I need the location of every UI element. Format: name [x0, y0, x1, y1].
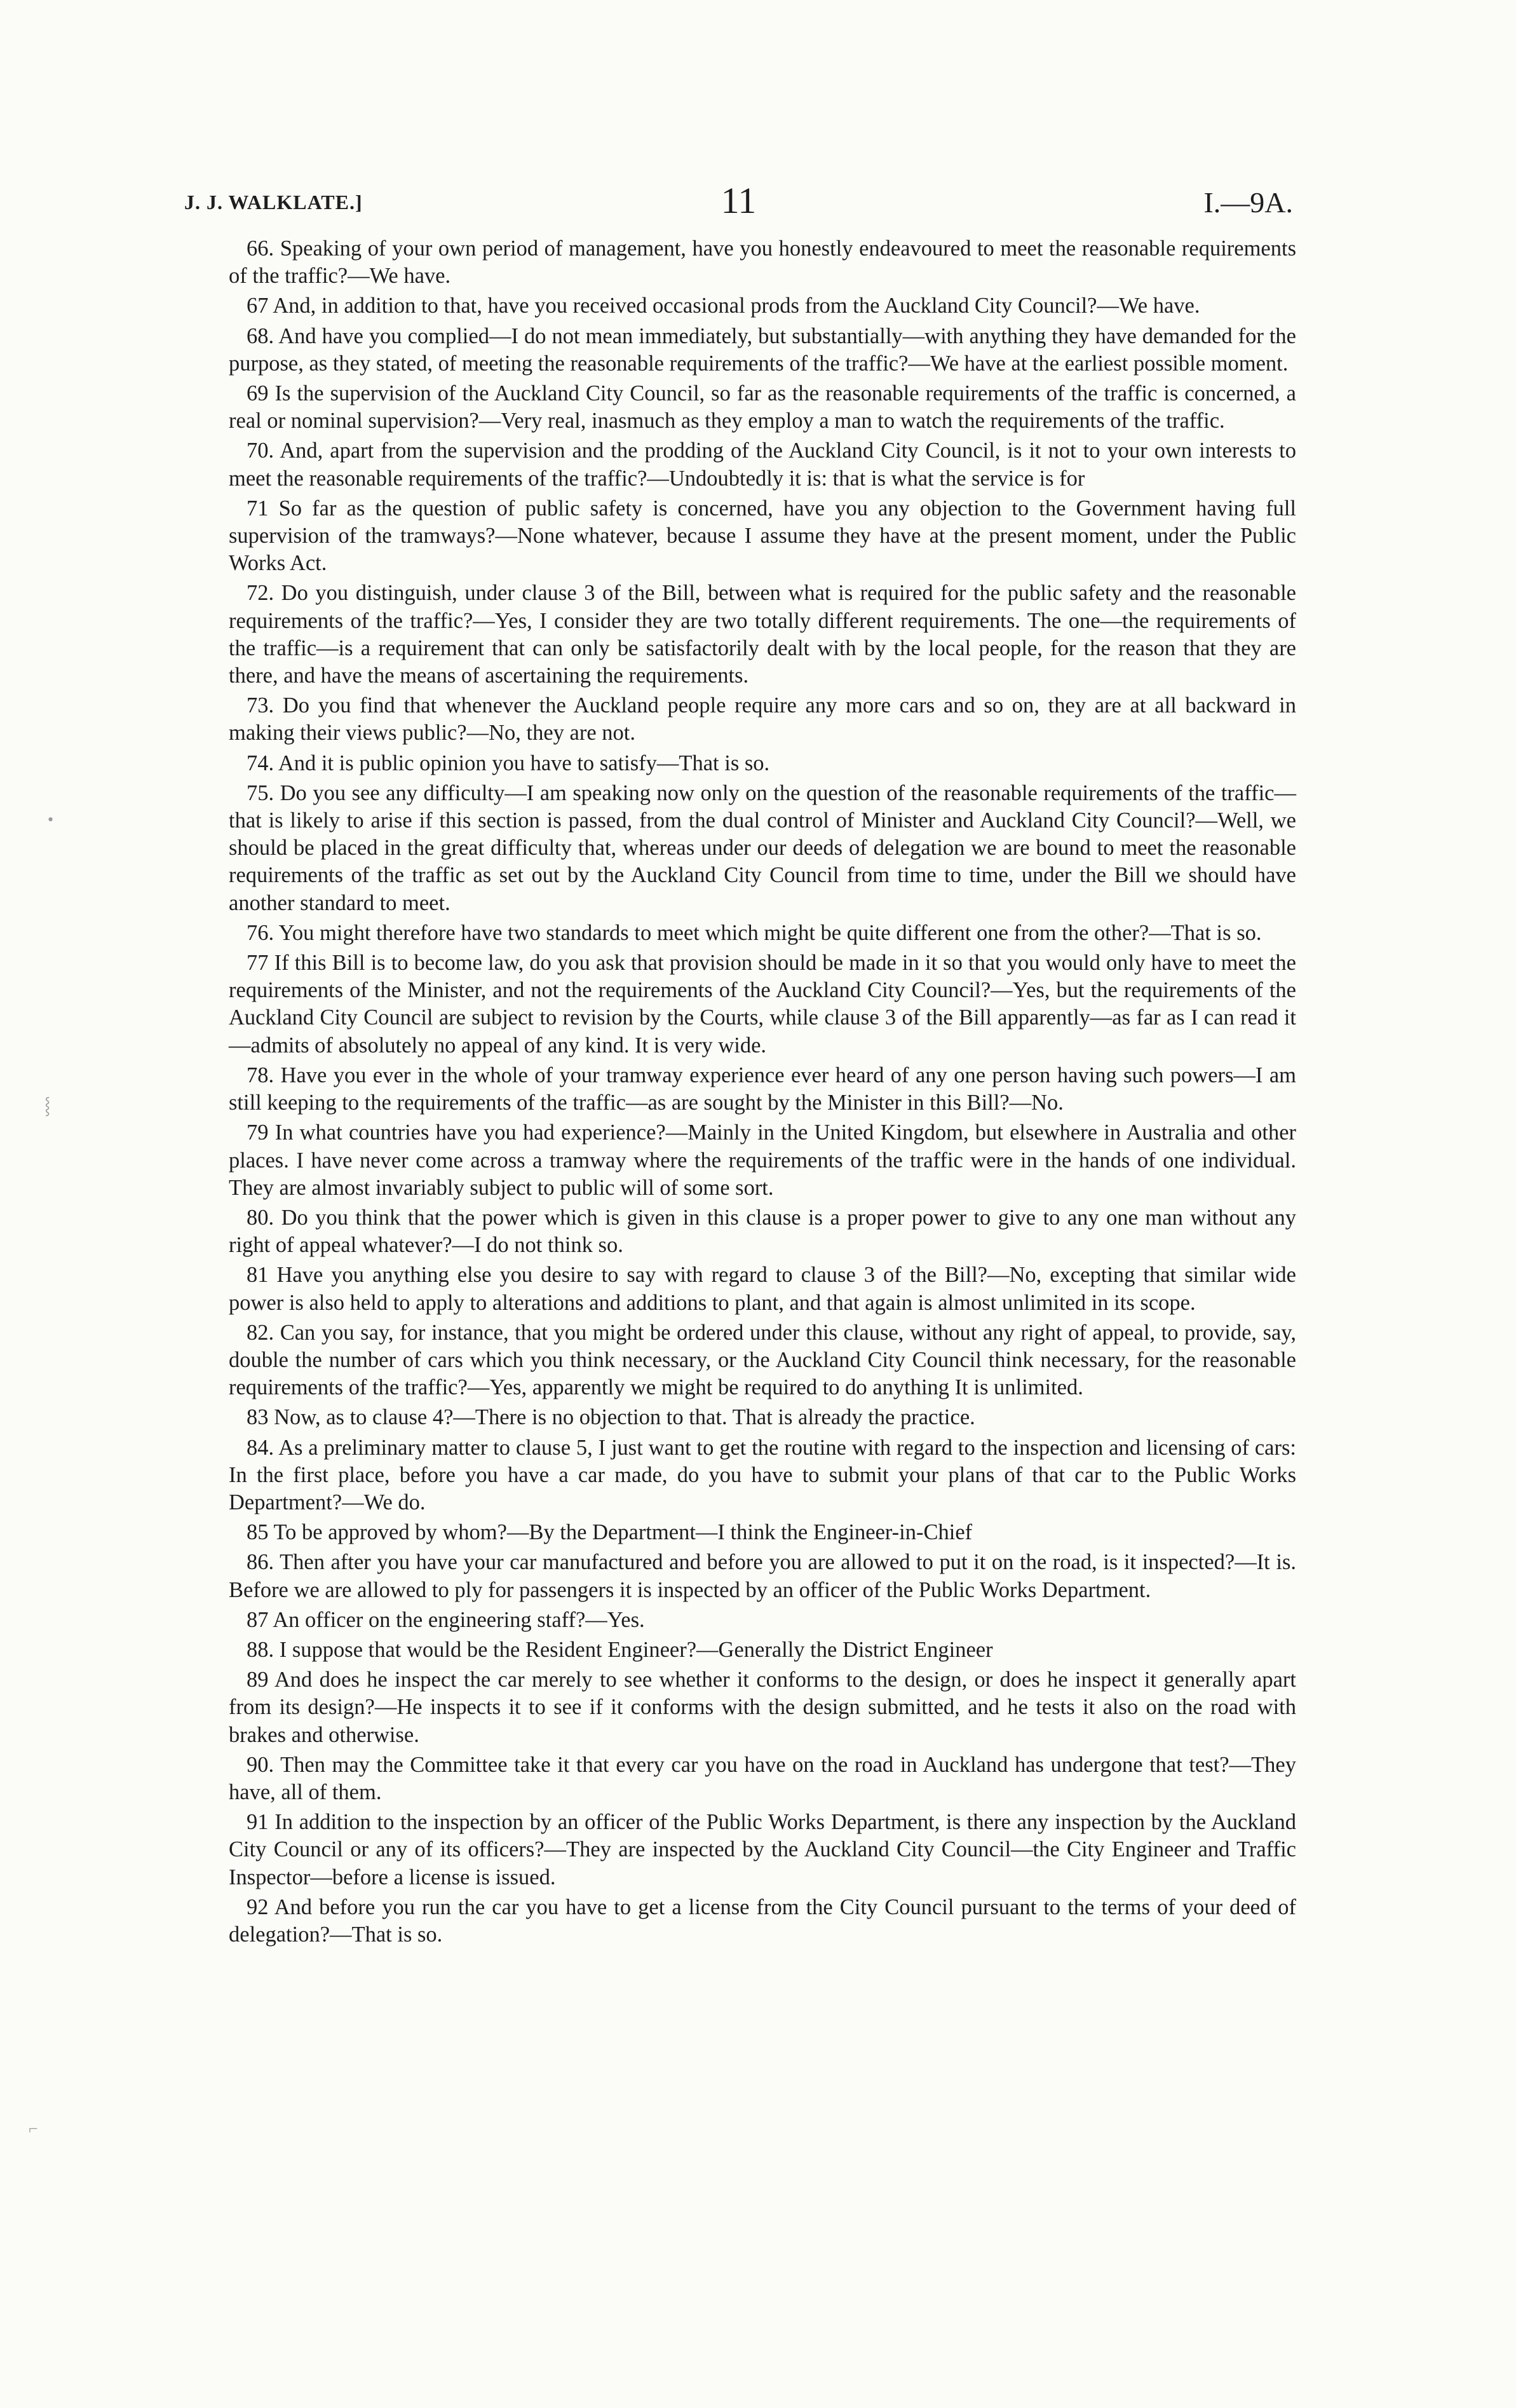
question-paragraph: 91 In addition to the inspection by an officer of the Public Works Department, is there any inspection by the Auckland City Council or any of its officers?—They are inspected by the Auckland City Council—the City Engineer and Traffic Inspector—before a license is issued.: [229, 1810, 1296, 1889]
question-paragraph: 92 And before you run the car you have to get a license from the City Council pursuant to the terms of your deed of delegation?—That is so.: [229, 1894, 1296, 1947]
question-paragraph: 87 An officer on the engineering staff?—Yes.: [247, 1607, 645, 1632]
question-paragraph: 77 If this Bill is to become law, do you ask that provision should be made in it so that you would only have to meet the requirements of the Minister, and not the requirements of the Auckland City Council?—Yes, but the requirements of the Auckland City Council are subject to revision by the Courts, while clause 3 of the Bill apparently—as far as I can read it—admits of absolutely no appeal of any kind. It is very wide.: [229, 951, 1296, 1058]
witness-name: J. J. WALKLATE.]: [184, 191, 363, 214]
question-paragraph: 89 And does he inspect the car merely to see whether it conforms to the design, or does he inspect it generally apart from its design?—He inspects it to see if it conforms with the design submitted, and he tests it also on the road with brakes and otherwise.: [229, 1668, 1296, 1747]
question-paragraph: 74. And it is public opinion you have to satisfy—That is so.: [247, 751, 770, 775]
question-paragraph: 70. And, apart from the supervision and the prodding of the Auckland City Council, is it not to your own interests to meet the reasonable requirements of the traffic?—Undoubtedly it is: that is what the service is for: [229, 439, 1296, 491]
question-paragraph: 90. Then may the Committee take it that every car you have on the road in Auckland has undergone that test?—They have, all of them.: [229, 1752, 1296, 1804]
margin-mark: ⸾: [44, 1096, 51, 1115]
document-reference: I.—9A.: [1203, 186, 1293, 219]
question-paragraph: 71 So far as the question of public safety is concerned, have you any objection to the Government having full supervision of the tramways?—None whatever, because I assume they have at the present moment, under the Public Works Act.: [229, 496, 1296, 576]
question-paragraph: 73. Do you find that whenever the Auckland people require any more cars and so on, they are at all backward in making their views public?—No, they are not.: [229, 693, 1296, 745]
question-paragraph: 79 In what countries have you had experience?—Mainly in the United Kingdom, but elsewhere in Australia and other places. I have never come across a tramway where the requirements of the traffic were in the hands of one individual. They are almost invariably subject to public will of some sort.: [229, 1120, 1296, 1200]
question-paragraph: 75. Do you see any difficulty—I am speaking now only on the question of the reasonable requirements of the traffic—that is likely to arise if this section is passed, from the dual control of Minister and Auckland City Council?—Well, we should be placed in the great difficulty that, whereas under our deeds of delegation we are bound to meet the reasonable requirements of the traffic as set out by the Auckland City Council from time to time, under the Bill we should have another standard to meet.: [229, 780, 1296, 915]
question-paragraph: 85 To be approved by whom?—By the Department—I think the Engineer-in-Chief: [247, 1520, 973, 1545]
question-paragraph: 76. You might therefore have two standards to meet which might be quite different one from the other?—That is so.: [247, 920, 1262, 945]
question-paragraph: 82. Can you say, for instance, that you might be ordered under this clause, without any right of appeal, to provide, say, double the number of cars which you think necessary, or the Auckland City Council think necessary, for the reasonable requirements of the traffic?—Yes, apparently we might be required to do anything It is unlimited.: [229, 1320, 1296, 1400]
question-paragraph: 83 Now, as to clause 4?—There is no objection to that. That is already the practice.: [247, 1405, 975, 1430]
question-paragraph: 72. Do you distinguish, under clause 3 of the Bill, between what is required for the public safety and the reasonable requirements of the traffic?—Yes, I consider they are two totally different requirements. The one—the requirements of the traffic—is a requirement that can only be satisfactorily dealt with by the local people, for the reason that they are there, and have the means of ascertaining the requirements.: [229, 581, 1296, 688]
question-paragraph: 78. Have you ever in the whole of your tramway experience ever heard of any one person having such powers—I am still keeping to the requirements of the traffic—as are sought by the Minister in this Bill?—No.: [229, 1063, 1296, 1115]
margin-mark: •: [48, 810, 54, 829]
margin-mark: ⌐: [29, 2119, 38, 2138]
page-number: 11: [721, 180, 757, 221]
question-paragraph: 88. I suppose that would be the Resident Engineer?—Generally the District Engineer: [247, 1637, 993, 1662]
question-paragraph: 81 Have you anything else you desire to say with regard to clause 3 of the Bill?—No, excepting that similar wide power is also held to apply to alterations and additions to plant, and that again is almost unlimited in its scope.: [229, 1263, 1296, 1315]
question-paragraph: 68. And have you complied—I do not mean immediately, but substantially—with anything they have demanded for the purpose, as they stated, of meeting the reasonable requirements of the traffic?—We have at the earliest possible moment.: [229, 323, 1296, 376]
question-paragraph: 69 Is the supervision of the Auckland City Council, so far as the reasonable requirements of the traffic is concerned, a real or nominal supervision?—Very real, inasmuch as they employ a man to watch the requirements of the traffic.: [229, 381, 1296, 433]
question-paragraph: 67 And, in addition to that, have you received occasional prods from the Auckland City Council?—We have.: [247, 294, 1200, 318]
question-paragraph: 66. Speaking of your own period of management, have you honestly endeavoured to meet the reasonable requirements of the traffic?—We have.: [229, 236, 1296, 289]
question-paragraph: 84. As a preliminary matter to clause 5, I just want to get the routine with regard to the inspection and licensing of cars: In the first place, before you have a car made, do you have to submit your plans of that car to the Public Works Department?—We do.: [229, 1435, 1296, 1514]
testimony-body: [229, 235, 1296, 1951]
page-header: [184, 179, 1293, 224]
question-paragraph: 80. Do you think that the power which is given in this clause is a proper power to give to any one man without any right of appeal whatever?—I do not think so.: [229, 1205, 1296, 1258]
question-paragraph: 86. Then after you have your car manufactured and before you are allowed to put it on the road, is it inspected?—It is. Before we are allowed to ply for passengers it is inspected by an officer of the Public Works Department.: [229, 1550, 1296, 1602]
